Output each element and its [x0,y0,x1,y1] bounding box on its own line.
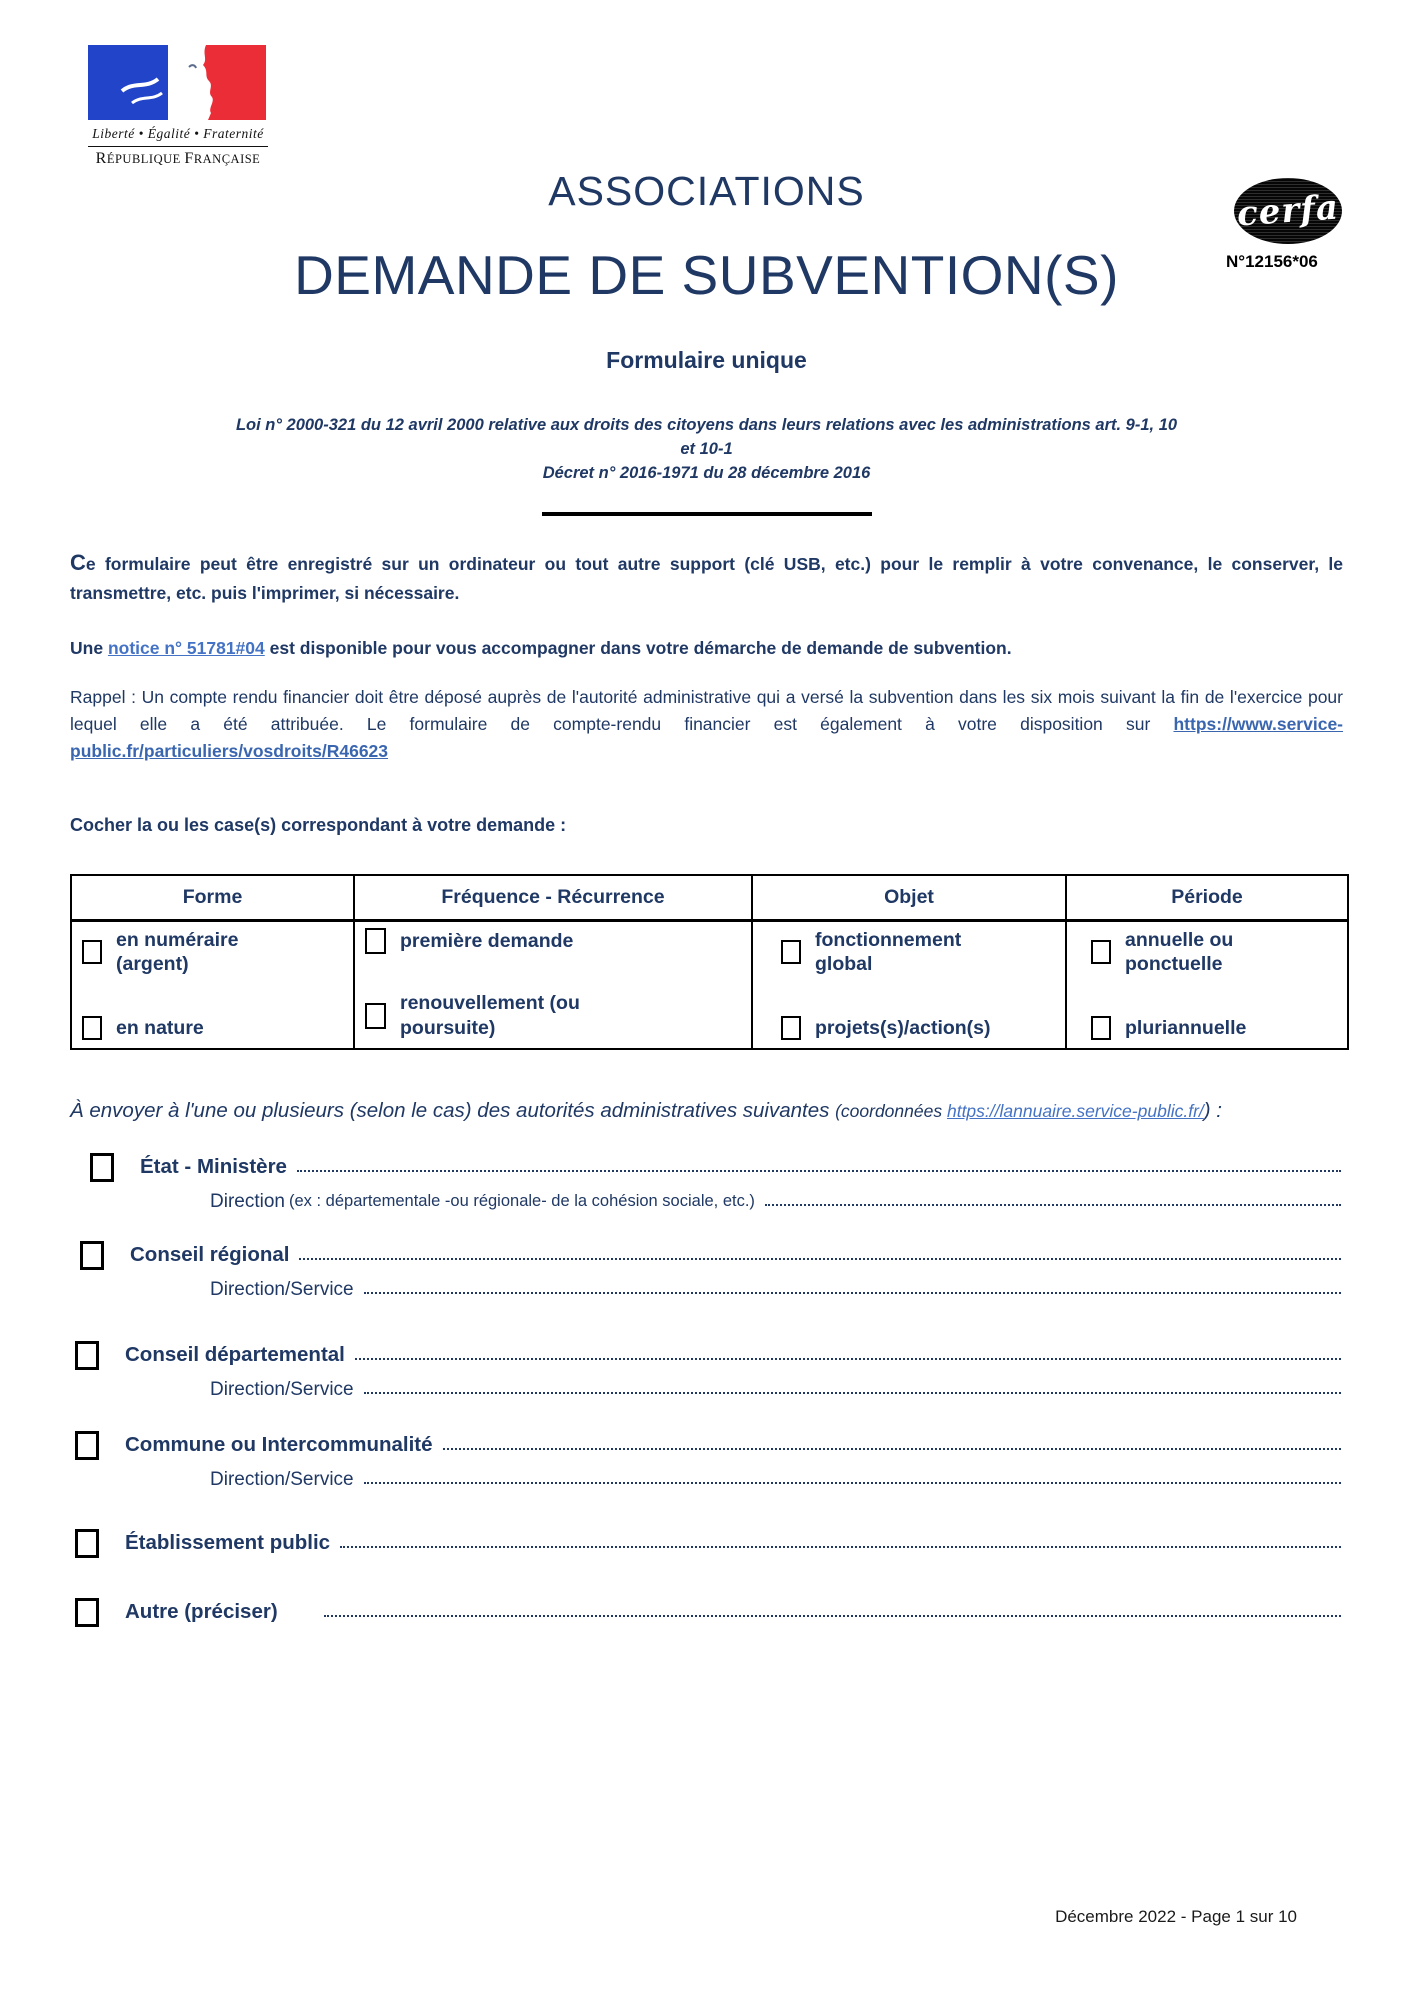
option-label: pluriannuelle [1125,1016,1247,1039]
option-label: première demande [400,929,574,952]
paragraph-notice: Une notice n° 51781#04 est disponible pour vous accompagner dans votre démarche de demande de subvention. [70,637,1012,658]
option-annuelle-ponctuelle [1091,928,1343,977]
autre-fill-line[interactable] [324,1603,1341,1617]
option-label: renouvellement (ou poursuite) [400,992,580,1039]
option-fonctionnement-global [781,928,1061,977]
checkbox-etablissement-public[interactable] [75,1529,99,1558]
authority-label: Conseil régional [130,1243,290,1267]
column-header-forme: Forme [71,875,354,920]
checkbox-conseil-departemental[interactable] [75,1341,99,1370]
conseil-regional-direction-fill-line[interactable] [364,1280,1341,1294]
legal-line-loi: Loi n° 2000-321 du 12 avril 2000 relative aux droits des citoyens dans leurs relations avec les administrations art. 9-1, 10 [235,416,1178,434]
conseil-regional-fill-line[interactable] [299,1246,1341,1260]
option-en-numeraire [82,928,349,977]
page-footer: Décembre 2022 - Page 1 sur 10 [1055,1907,1297,1926]
sendto-intro: À envoyer à l'une ou plusieurs (selon le cas) des autorités administratives suivantes (coordonnées https://lannuaire.service-public.fr/) : [70,1098,1222,1122]
option-premiere-demande [365,928,747,954]
option-projets-actions [781,1016,1061,1040]
authority-label: Conseil départemental [125,1343,345,1367]
etat-ministere-fill-line[interactable] [297,1158,1341,1172]
authority-etat-ministere [70,1153,1343,1182]
column-header-periode: Période [1066,875,1348,920]
french-flag-marianne-icon [88,45,266,120]
choices-table [70,874,1349,1050]
option-label: fonctionnement global [815,928,962,976]
checkbox-en-nature[interactable] [82,1016,102,1040]
republique-francaise-logo [88,45,268,168]
horizontal-divider [542,512,872,516]
column-header-frequence: Fréquence - Récurrence [354,875,752,920]
column-header-objet: Objet [752,875,1066,920]
checkbox-renouvellement[interactable] [365,1003,386,1029]
direction-service-label: Direction/Service [210,1278,354,1300]
lannuaire-link[interactable]: https://lannuaire.service-public.fr/ [946,1100,1204,1121]
conseil-regional-direction-row [210,1279,1343,1301]
option-renouvellement [365,991,747,1040]
checkbox-annuelle-ponctuelle[interactable] [1091,940,1111,964]
authority-label: Commune ou Intercommunalité [125,1433,433,1457]
authority-conseil-departemental [70,1341,1343,1370]
option-label: projets(s)/action(s) [815,1016,991,1039]
direction-service-label: Direction/Service [210,1468,354,1490]
direction-service-label: Direction/Service [210,1378,354,1400]
checkbox-premiere-demande[interactable] [365,928,386,954]
etat-direction-row [210,1191,1343,1213]
commune-direction-fill-line[interactable] [364,1470,1341,1484]
checkbox-en-numeraire[interactable] [82,940,102,964]
option-label: en numéraire (argent) [116,928,239,976]
checkbox-commune-intercommunalite[interactable] [75,1431,99,1460]
authority-conseil-regional [70,1241,1343,1270]
authority-label: Établissement public [125,1531,331,1555]
check-instruction: Cocher la ou les case(s) correspondant à votre demande : [70,815,567,836]
legal-references [110,414,1303,486]
option-pluriannuelle [1091,1016,1343,1040]
checkbox-conseil-regional[interactable] [80,1241,104,1270]
motto-text: Liberté • Égalité • Fraternité [88,126,268,147]
authorities-list [70,1153,1343,1627]
legal-line-decret: Décret n° 2016-1971 du 28 décembre 2016 [542,463,871,482]
service-public-link[interactable]: https://www.service-public.fr/particuliers/vosdroits/R46623 [70,714,1343,762]
authority-label: Autre (préciser) [125,1600,278,1624]
authority-label: État - Ministère [140,1155,287,1179]
cerfa-badge [1226,178,1362,272]
conseil-departemental-direction-row [210,1379,1343,1401]
page-subtitle: Formulaire unique [606,347,807,373]
checkbox-etat-ministere[interactable] [90,1153,114,1182]
checkbox-autre[interactable] [75,1598,99,1627]
cell-forme [71,920,354,1049]
conseil-departemental-fill-line[interactable] [355,1346,1341,1360]
page-title-demande: DEMANDE DE SUBVENTION(S) [294,244,1119,306]
cell-periode [1066,920,1348,1049]
legal-line-et: et 10-1 [680,439,733,458]
direction-label: Direction [210,1190,285,1212]
cerfa-number: N°12156*06 [1226,252,1318,271]
checkbox-pluriannuelle[interactable] [1091,1016,1111,1040]
checkbox-projets-actions[interactable] [781,1016,801,1040]
authority-commune-intercommunalite [70,1431,1343,1460]
checkbox-fonctionnement-global[interactable] [781,940,801,964]
authority-etablissement-public [70,1529,1343,1558]
option-label: en nature [116,1016,204,1039]
paragraph-rappel: Rappel : Un compte rendu financier doit être déposé auprès de l'autorité administrative qui a versé la subvention dans les six mois suivant la fin de l'exercice pour lequel elle a été attribuée. Le formulaire de compte-rendu financier est également à votre disposition sur https://www.service-public.fr/particuliers/vosdroits/R46623 [70,687,1343,762]
commune-direction-row [210,1469,1343,1491]
conseil-departemental-direction-fill-line[interactable] [364,1380,1341,1394]
page-title-associations: ASSOCIATIONS [548,168,865,214]
republique-francaise-text: RÉPUBLIQUE FRANÇAISE [95,150,261,167]
commune-fill-line[interactable] [443,1436,1341,1450]
direction-hint: (ex : départementale -ou régionale- de la cohésion sociale, etc.) [288,1192,755,1211]
cerfa-logo-icon: cerfa [1234,178,1342,244]
etat-direction-fill-line[interactable] [765,1192,1341,1206]
cell-objet [752,920,1066,1049]
notice-link[interactable]: notice n° 51781#04 [107,637,265,658]
etablissement-public-fill-line[interactable] [340,1534,1341,1548]
option-en-nature [82,1016,349,1040]
option-label: annuelle ou ponctuelle [1125,928,1234,976]
paragraph-save-form: Ce formulaire peut être enregistré sur un ordinateur ou tout autre support (clé USB, etc.) pour le remplir à votre convenance, le conserver, le transmettre, etc. puis l'imprimer, si nécessaire. [70,549,1343,603]
cell-frequence [354,920,752,1049]
authority-autre [70,1598,1343,1627]
